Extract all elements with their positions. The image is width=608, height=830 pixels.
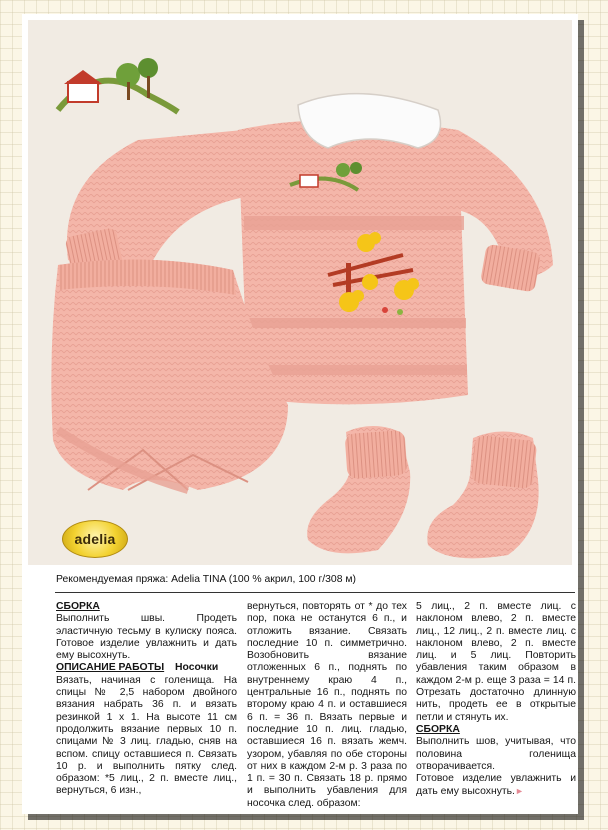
yarn-caption: Рекомендуемая пряжа: Adelia TINA (100 % акрил, 100 г/308 м) <box>56 574 356 585</box>
heading-socks: Носочки <box>175 662 219 674</box>
text-column-3 <box>416 601 576 799</box>
paragraph-heel: вернуться, повторять от * до тех пор, пока не останутся 6 п., и отложить вязание. Связать последние 10 п. симметрично. Возобновить вязание отложенных 6 п., поднять по внутреннему краю 4 п., центральные 16 п., поднять по второму краю 4 п. и оставшиеся 6 п. = 36 п. Вязать первые и последние 10 п. лиц. гладью, оставшиеся 16 п. вязать жемч. узором, убавляя по обе стороны от них в каждом 2-м р. 3 раза по 1 п. = 30 п. Связать 18 р. прямо и выполнить убавления для носочка след. образом: <box>247 601 407 809</box>
paragraph-toe: 5 лиц., 2 п. вместе лиц. с наклоном влево, 2 п. вместе лиц., 12 лиц., 2 п. вместе лиц. с наклоном влево, 2 п. вместе лиц. и 5 лиц. Повторить убавления таким образом в каждом 2-м р. еще 3 раза = 14 п. Отрезать достаточно длинную нить, продеть ее в открытые петли и стянуть их. <box>416 601 576 723</box>
text-column-1 <box>56 601 237 798</box>
brand-logo <box>62 520 128 558</box>
text-column-2 <box>247 601 407 810</box>
heading-assembly: СБОРКА <box>56 601 100 612</box>
heading-work-description: ОПИСАНИЕ РАБОТЫ <box>56 662 165 674</box>
brand-logo-text: adelia <box>74 530 116 547</box>
paragraph-assembly: Выполнить швы. Продеть эластичную тесьму в кулиску пояса. Готовое изделие увлажнить и дать ему высохнуть. <box>56 613 237 662</box>
paragraph-socks: Вязать, начиная с голенища. На спицы № 2,5 набором двойного вязания набрать 36 п. и вязать резинкой 1 х 1. На высоте 11 см продолжить вязание первых 10 п. спицами № 3 лиц. гладью, сняв на вспом. спицу оставшиеся п. Связать 10 р. и выполнить пятку след. образом: *5 лиц., 2 п. вместе лиц., вернуться, 6 изн., <box>56 674 237 797</box>
magazine-page <box>22 14 578 814</box>
paragraph-final: Готовое изделие увлажнить и дать ему высохнуть. <box>416 773 576 798</box>
product-photo <box>28 20 572 565</box>
knitwear-illustration <box>28 20 572 565</box>
end-mark-icon: ► <box>514 786 524 797</box>
heading-assembly-2: СБОРКА <box>416 723 460 735</box>
paragraph-assembly-2: Выполнить шов, учитывая, что половина голенища отворачивается. <box>416 736 576 772</box>
divider <box>55 592 575 593</box>
